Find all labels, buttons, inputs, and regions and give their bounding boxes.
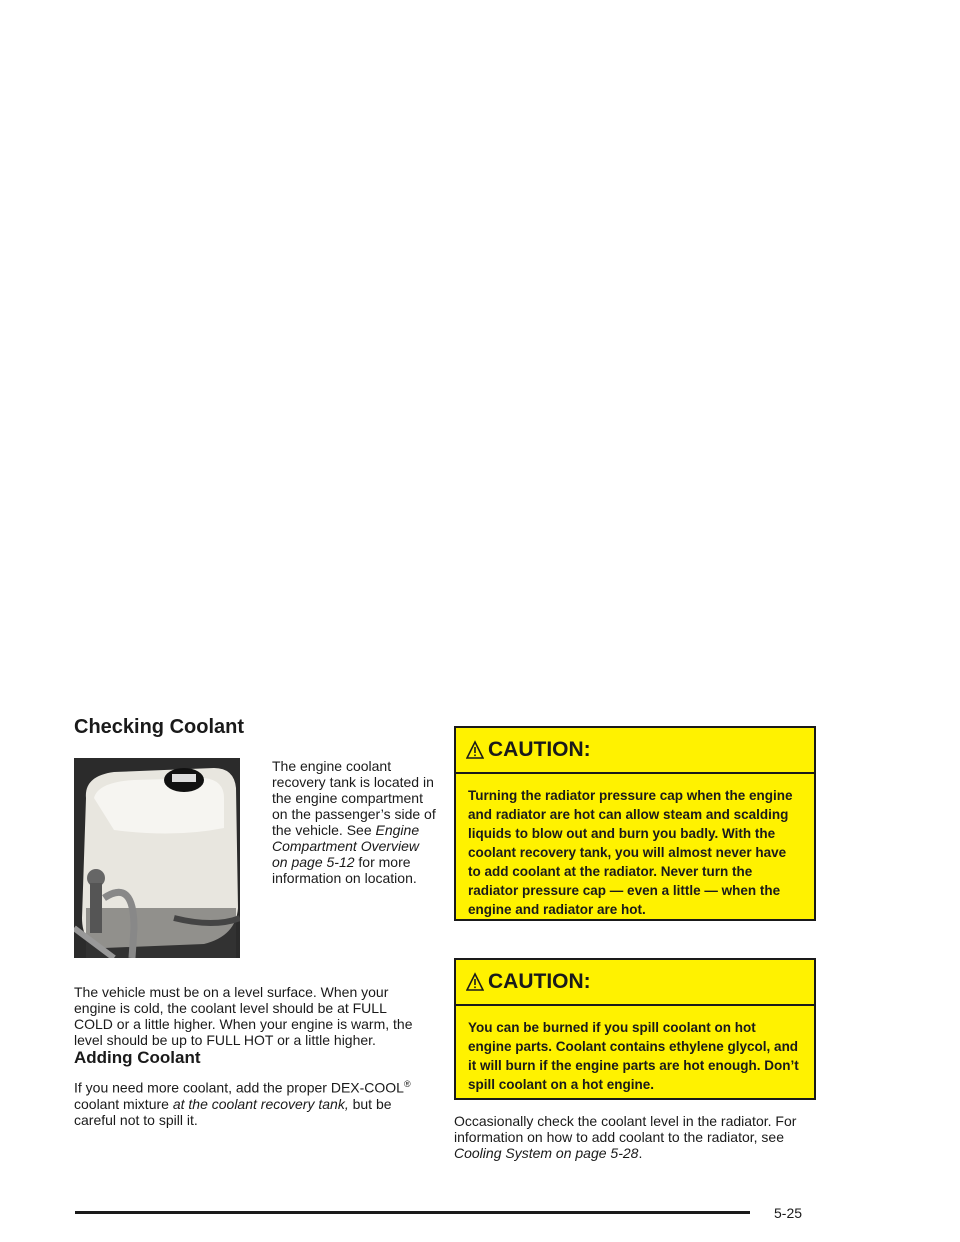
level-surface-paragraph: The vehicle must be on a level surface. When your engine is cold, the coolant level should be at FULL COLD or a little higher. When your engine is warm, the level should be up to FULL HOT or a little higher. <box>74 984 413 1048</box>
footer-rule <box>75 1211 750 1214</box>
adding-coolant-text-2: coolant mixture <box>74 1095 169 1112</box>
caution-title: CAUTION: <box>488 738 591 761</box>
radiator-check-period: . <box>638 1145 643 1161</box>
section-heading-checking-coolant: Checking Coolant <box>74 716 245 738</box>
adding-coolant-paragraph <box>74 1076 424 1128</box>
radiator-check-text: Occasionally check the coolant level in the radiator. For information on how to add coolant to the radiator, see <box>454 1113 797 1145</box>
radiator-check-paragraph <box>454 1113 814 1161</box>
caution-header <box>456 728 814 774</box>
adding-coolant-text: If you need more coolant, add the proper DEX-COOL <box>74 1079 404 1096</box>
tank-location-text-end: for more information on location. <box>272 854 417 886</box>
caution-header <box>456 960 814 1006</box>
tank-location-paragraph <box>272 758 438 886</box>
coolant-recovery-tank-photo <box>74 758 240 958</box>
coolant-recovery-tank-link: at the coolant recovery tank, <box>172 1095 349 1112</box>
engine-compartment-link[interactable]: Engine Compartment Overview on page 5-12 <box>272 822 420 870</box>
caution-text: You can be burned if you spill coolant on hot engine parts. Coolant contains ethylene glycol, and it will burn if the engine parts are hot enough. Don’t spill coolant on a hot engine. <box>456 1006 814 1098</box>
caution-title: CAUTION: <box>488 970 591 993</box>
caution-box-pressure-cap <box>454 726 816 921</box>
tank-location-text: The engine coolant recovery tank is located in the engine compartment on the passenger’s side of the vehicle. See <box>272 758 436 838</box>
cooling-system-link[interactable]: Cooling System on page 5-28 <box>454 1145 639 1161</box>
adding-coolant-text-3: but be careful not to spill it. <box>74 1095 392 1128</box>
page-number: 5-25 <box>774 1205 803 1221</box>
warning-triangle-icon <box>466 972 484 992</box>
section-heading-adding-coolant: Adding Coolant <box>74 1048 201 1067</box>
caution-text: Turning the radiator pressure cap when the engine and radiator are hot can allow steam and scalding liquids to blow out and burn you badly. With the coolant recovery tank, you will almost never have to add coolant at the radiator. Never turn the radiator pressure cap — even a little — when the engine and radiator are hot. <box>456 774 814 919</box>
registered-mark: ® <box>403 1079 411 1089</box>
warning-triangle-icon <box>466 740 484 760</box>
caution-box-spill-coolant <box>454 958 816 1100</box>
coolant-tank-illustration <box>74 758 240 958</box>
